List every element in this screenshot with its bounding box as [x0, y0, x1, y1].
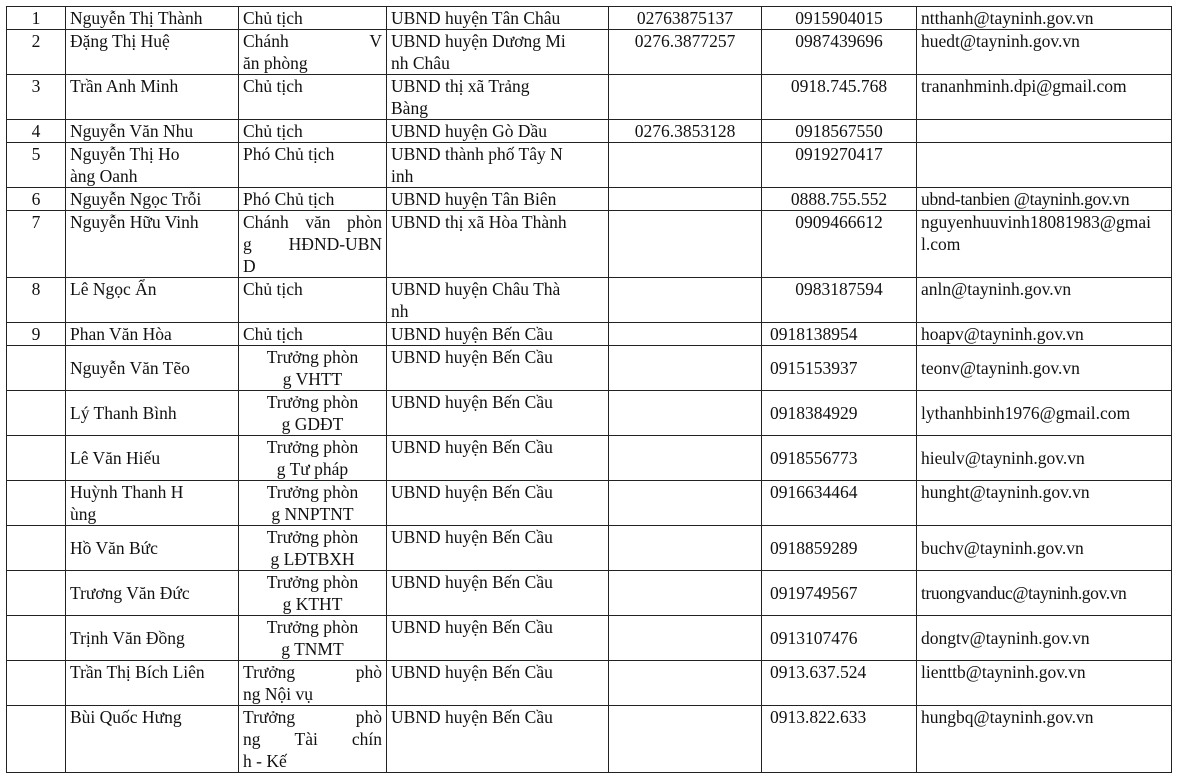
email-address: teonv@tayninh.gov.vn: [917, 346, 1172, 391]
row-number: [7, 436, 66, 481]
organization-unit: UBND huyện Bến Cầu: [387, 323, 609, 346]
table-row: [7, 346, 1172, 391]
position-title: Trưởng phòn g VHTT: [239, 346, 387, 391]
person-name: Trương Văn Đức: [66, 571, 239, 616]
position-title: Phó Chủ tịch: [239, 143, 387, 188]
row-number: 7: [7, 211, 66, 278]
organization-unit: UBND thị xã Trảng Bàng: [387, 75, 609, 120]
row-number: [7, 616, 66, 661]
email-address: hunght@tayninh.gov.vn: [917, 481, 1172, 526]
table-row: [7, 706, 1172, 773]
row-number: 2: [7, 30, 66, 75]
row-number: 8: [7, 278, 66, 323]
office-phone: [609, 323, 762, 346]
table-row: [7, 143, 1172, 188]
mobile-phone: 0918859289: [762, 526, 917, 571]
email-address: huedt@tayninh.gov.vn: [917, 30, 1172, 75]
office-phone: [609, 75, 762, 120]
office-phone: [609, 706, 762, 773]
table-row: [7, 211, 1172, 278]
person-name: Nguyễn Hữu Vinh: [66, 211, 239, 278]
organization-unit: UBND thị xã Hòa Thành: [387, 211, 609, 278]
mobile-phone: 0918384929: [762, 391, 917, 436]
organization-unit: UBND huyện Bến Cầu: [387, 481, 609, 526]
row-number: [7, 661, 66, 706]
position-title: Trưởng phò ng Nội vụ: [239, 661, 387, 706]
row-number: [7, 346, 66, 391]
row-number: 5: [7, 143, 66, 188]
person-name: Trần Thị Bích Liên: [66, 661, 239, 706]
office-phone: [609, 661, 762, 706]
email-address: [917, 143, 1172, 188]
table-row: [7, 323, 1172, 346]
office-phone: [609, 481, 762, 526]
mobile-phone: 0913.822.633: [762, 706, 917, 773]
position-title: Trưởng phòn g LĐTBXH: [239, 526, 387, 571]
email-address: anln@tayninh.gov.vn: [917, 278, 1172, 323]
person-name: Huỳnh Thanh H ùng: [66, 481, 239, 526]
position-title: Chủ tịch: [239, 278, 387, 323]
contact-table-body: [7, 7, 1172, 773]
person-name: Nguyễn Thị Thành: [66, 7, 239, 30]
row-number: [7, 526, 66, 571]
office-phone: [609, 211, 762, 278]
row-number: 4: [7, 120, 66, 143]
organization-unit: UBND huyện Bến Cầu: [387, 526, 609, 571]
position-title: Chủ tịch: [239, 323, 387, 346]
row-number: [7, 706, 66, 773]
row-number: [7, 391, 66, 436]
table-row: [7, 75, 1172, 120]
organization-unit: UBND huyện Bến Cầu: [387, 571, 609, 616]
table-row: [7, 30, 1172, 75]
organization-unit: UBND huyện Bến Cầu: [387, 661, 609, 706]
office-phone: [609, 616, 762, 661]
table-row: [7, 661, 1172, 706]
position-title: Chủ tịch: [239, 75, 387, 120]
position-title: Trưởng phò ng Tài chín h - Kế: [239, 706, 387, 773]
office-phone: [609, 391, 762, 436]
mobile-phone: 0915153937: [762, 346, 917, 391]
mobile-phone: 0919749567: [762, 571, 917, 616]
email-address: nguyenhuuvinh18081983@gmai l.com: [917, 211, 1172, 278]
organization-unit: UBND huyện Bến Cầu: [387, 346, 609, 391]
person-name: Nguyễn Văn Tẽo: [66, 346, 239, 391]
organization-unit: UBND huyện Bến Cầu: [387, 391, 609, 436]
table-row: [7, 7, 1172, 30]
row-number: [7, 481, 66, 526]
mobile-phone: 0913107476: [762, 616, 917, 661]
email-address: buchv@tayninh.gov.vn: [917, 526, 1172, 571]
position-title: Chánh văn phòn g HĐND-UBN D: [239, 211, 387, 278]
table-row: [7, 436, 1172, 481]
person-name: Lê Ngọc Ẩn: [66, 278, 239, 323]
position-title: Chủ tịch: [239, 120, 387, 143]
email-address: lythanhbinh1976@gmail.com: [917, 391, 1172, 436]
mobile-phone: 0918138954: [762, 323, 917, 346]
person-name: Lý Thanh Bình: [66, 391, 239, 436]
email-address: ubnd-tanbien @tayninh.gov.vn: [917, 188, 1172, 211]
email-address: truongvanduc@tayninh.gov.vn: [917, 571, 1172, 616]
office-phone: [609, 143, 762, 188]
table-row: [7, 391, 1172, 436]
row-number: 3: [7, 75, 66, 120]
position-title: Trưởng phòn g Tư pháp: [239, 436, 387, 481]
table-row: [7, 526, 1172, 571]
email-address: hoapv@tayninh.gov.vn: [917, 323, 1172, 346]
mobile-phone: 0918.745.768: [762, 75, 917, 120]
row-number: 1: [7, 7, 66, 30]
person-name: Bùi Quốc Hưng: [66, 706, 239, 773]
organization-unit: UBND huyện Dương Mi nh Châu: [387, 30, 609, 75]
office-phone: [609, 278, 762, 323]
position-title: Trưởng phòn g NNPTNT: [239, 481, 387, 526]
office-phone: [609, 346, 762, 391]
person-name: Lê Văn Hiếu: [66, 436, 239, 481]
position-title: Trưởng phòn g GDĐT: [239, 391, 387, 436]
email-address: [917, 120, 1172, 143]
position-title: Chủ tịch: [239, 7, 387, 30]
table-row: [7, 616, 1172, 661]
mobile-phone: 0987439696: [762, 30, 917, 75]
email-address: trananhminh.dpi@gmail.com: [917, 75, 1172, 120]
position-title: Phó Chủ tịch: [239, 188, 387, 211]
email-address: dongtv@tayninh.gov.vn: [917, 616, 1172, 661]
office-phone: [609, 571, 762, 616]
email-address: lienttb@tayninh.gov.vn: [917, 661, 1172, 706]
office-phone: [609, 436, 762, 481]
email-address: hieulv@tayninh.gov.vn: [917, 436, 1172, 481]
contact-table: [6, 6, 1172, 773]
person-name: Đặng Thị Huệ: [66, 30, 239, 75]
row-number: 9: [7, 323, 66, 346]
mobile-phone: 0918567550: [762, 120, 917, 143]
person-name: Nguyễn Thị Ho àng Oanh: [66, 143, 239, 188]
organization-unit: UBND thành phố Tây N inh: [387, 143, 609, 188]
row-number: 6: [7, 188, 66, 211]
person-name: Phan Văn Hòa: [66, 323, 239, 346]
email-address: ntthanh@tayninh.gov.vn: [917, 7, 1172, 30]
mobile-phone: 0888.755.552: [762, 188, 917, 211]
table-row: [7, 188, 1172, 211]
organization-unit: UBND huyện Bến Cầu: [387, 436, 609, 481]
person-name: Trịnh Văn Đồng: [66, 616, 239, 661]
organization-unit: UBND huyện Châu Thà nh: [387, 278, 609, 323]
table-row: [7, 278, 1172, 323]
organization-unit: UBND huyện Bến Cầu: [387, 616, 609, 661]
office-phone: [609, 526, 762, 571]
position-title: Trưởng phòn g TNMT: [239, 616, 387, 661]
mobile-phone: 0913.637.524: [762, 661, 917, 706]
table-row: [7, 120, 1172, 143]
organization-unit: UBND huyện Tân Châu: [387, 7, 609, 30]
mobile-phone: 0918556773: [762, 436, 917, 481]
table-row: [7, 481, 1172, 526]
mobile-phone: 0919270417: [762, 143, 917, 188]
office-phone: 0276.3853128: [609, 120, 762, 143]
person-name: Hồ Văn Bức: [66, 526, 239, 571]
mobile-phone: 0915904015: [762, 7, 917, 30]
mobile-phone: 0916634464: [762, 481, 917, 526]
email-address: hungbq@tayninh.gov.vn: [917, 706, 1172, 773]
office-phone: 0276.3877257: [609, 30, 762, 75]
person-name: Nguyễn Văn Nhu: [66, 120, 239, 143]
organization-unit: UBND huyện Bến Cầu: [387, 706, 609, 773]
organization-unit: UBND huyện Gò Dầu: [387, 120, 609, 143]
office-phone: [609, 188, 762, 211]
organization-unit: UBND huyện Tân Biên: [387, 188, 609, 211]
row-number: [7, 571, 66, 616]
mobile-phone: 0909466612: [762, 211, 917, 278]
mobile-phone: 0983187594: [762, 278, 917, 323]
office-phone: 02763875137: [609, 7, 762, 30]
position-title: Chánh V ăn phòng: [239, 30, 387, 75]
person-name: Nguyễn Ngọc Trỗi: [66, 188, 239, 211]
person-name: Trần Anh Minh: [66, 75, 239, 120]
position-title: Trưởng phòn g KTHT: [239, 571, 387, 616]
table-row: [7, 571, 1172, 616]
